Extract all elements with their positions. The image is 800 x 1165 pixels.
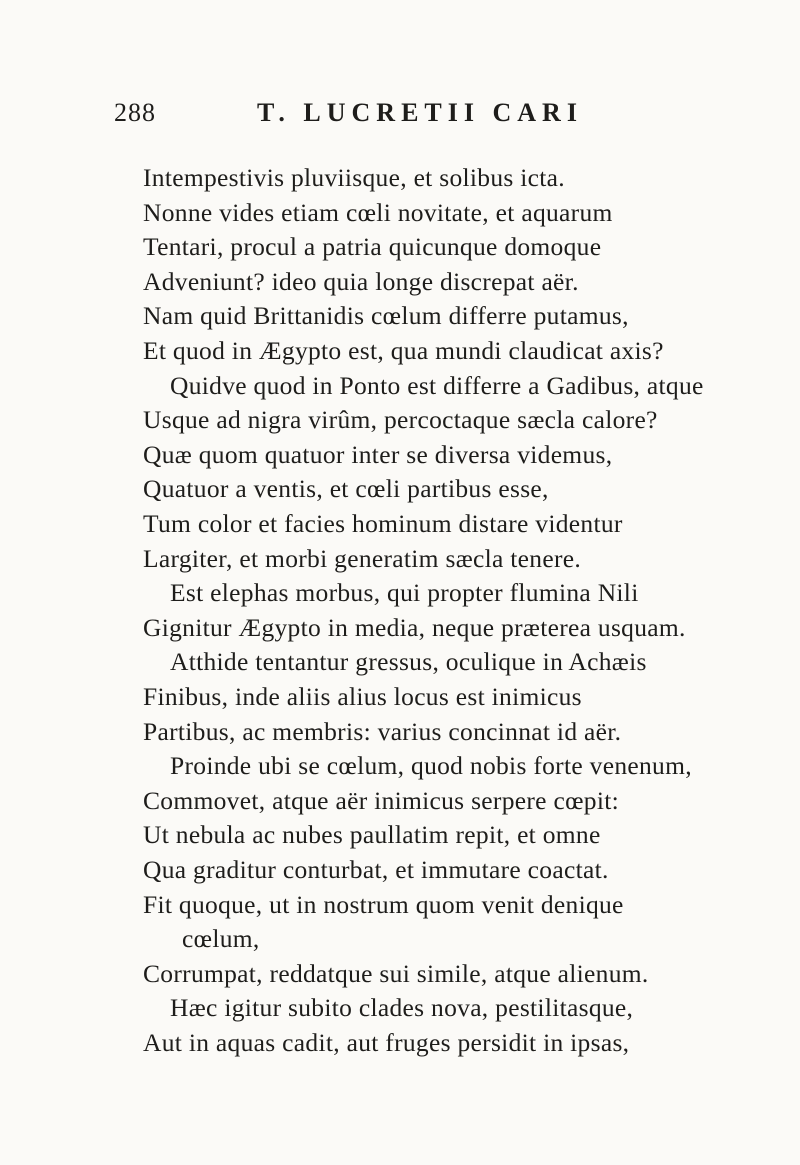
- verse-line: Tentari, procul a patria quicunque domoque: [143, 232, 602, 262]
- verse-line: Quatuor a ventis, et cœli partibus esse,: [143, 474, 549, 504]
- verse-line: Largiter, et morbi generatim sæcla tenere.: [143, 543, 582, 573]
- verse-line: Quidve quod in Ponto est differre a Gadibus, atque: [170, 370, 704, 400]
- verse-line: Hæc igitur subito clades nova, pestilitasque,: [170, 993, 634, 1023]
- verse-line: Nam quid Brittanidis cœlum differre putamus,: [143, 301, 629, 331]
- verse-line: Et quod in Ægypto est, qua mundi claudicat axis?: [143, 336, 664, 365]
- verse-line: Finibus, inde aliis alius locus est inimicus: [143, 682, 582, 711]
- verse-line: Tum color et facies hominum distare videntur: [143, 509, 623, 538]
- running-title: T. LUCRETII CARI: [257, 98, 583, 127]
- verse-line: Qua graditur conturbat, et immutare coactat.: [143, 855, 609, 884]
- verse-line: Proinde ubi se cœlum, quod nobis forte venenum,: [170, 751, 692, 781]
- verse-line: Commovet, atque aër inimicus serpere cœpit:: [143, 785, 620, 815]
- page-number: 288: [114, 98, 156, 127]
- verse-line: Nonne vides etiam cœli novitate, et aquarum: [143, 197, 613, 227]
- verse-line: Aut in aquas cadit, aut fruges persidit in ipsas,: [143, 1028, 630, 1057]
- running-header: [114, 98, 714, 138]
- verse-line: Ut nebula ac nubes paullatim repit, et omne: [143, 820, 601, 850]
- verse-line: Quæ quom quatuor inter se diversa videmus,: [143, 439, 613, 469]
- verse-line: Partibus, ac membris: varius concinnat id aër.: [143, 716, 622, 746]
- verse-line: Gignitur Ægypto in media, neque præterea usquam.: [143, 612, 686, 642]
- verse-line-turnover: cœlum,: [182, 924, 260, 954]
- verse-line: Fit quoque, ut in nostrum quom venit denique: [143, 889, 624, 919]
- verse-line: Adveniunt? ideo quia longe discrepat aër.: [143, 266, 579, 296]
- verse-line: Corrumpat, reddatque sui simile, atque alienum.: [143, 958, 649, 988]
- verse-line: Atthide tentantur gressus, oculique in Achæis: [170, 647, 647, 677]
- verse-line: Est elephas morbus, qui propter flumina Nili: [170, 578, 639, 608]
- verse-line: Intempestivis pluviisque, et solibus icta.: [143, 163, 565, 192]
- verse-line: Usque ad nigra virûm, percoctaque sæcla calore?: [143, 405, 658, 435]
